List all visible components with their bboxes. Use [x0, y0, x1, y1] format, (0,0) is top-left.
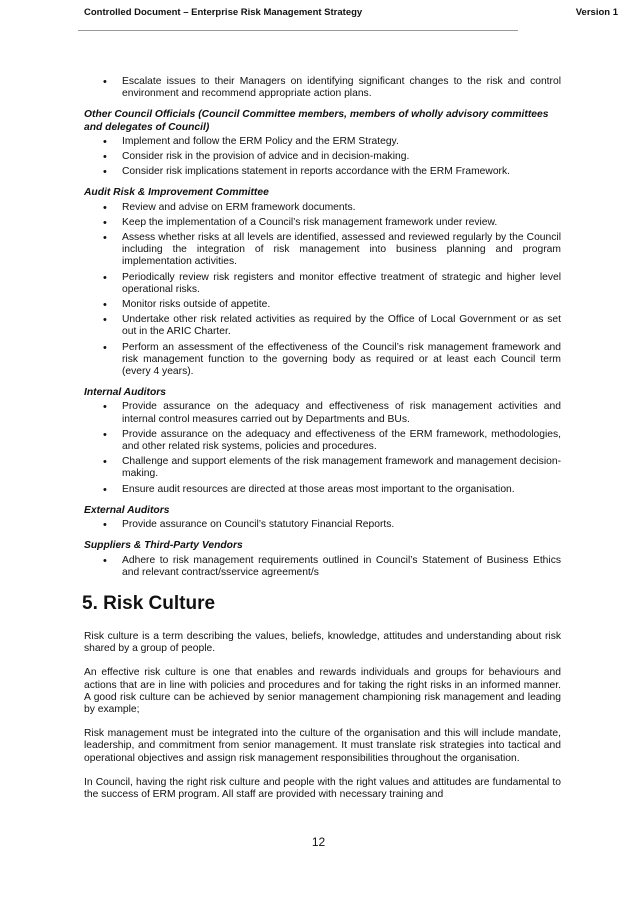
list-item: • Monitor risks outside of appetite. — [84, 299, 561, 311]
document-header — [84, 7, 618, 21]
page-number: 12 — [311, 835, 326, 849]
list-item: • Consider risk in the provision of advice and in decision-making. — [84, 151, 561, 163]
list-item: • Provide assurance on the adequacy and effectiveness of the ERM framework, methodologies, and other related risk systems, policies and procedures. — [84, 429, 561, 453]
intro-bullet-list — [84, 76, 561, 100]
list-item: • Adhere to risk management requirements outlined in Council’s Statement of Business Ethics and relevant contract/sservice agreement/s — [84, 555, 561, 579]
section-title-other-officials: Other Council Officials (Council Committee members, members of wholly advisory committees and delegates of Council) — [84, 109, 549, 133]
risk-culture-paragraph: Risk management must be integrated into the culture of the organisation and this will include mandate, leadership, and commitment from senior management. It must translate risk strategies into tactical and operational objectives and assign risk management responsibilities throughout the organisation. — [84, 728, 561, 764]
section-title-suppliers: Suppliers & Third-Party Vendors — [84, 540, 243, 552]
list-item: • Keep the implementation of a Council’s risk management framework under review. — [84, 217, 561, 229]
list-item: • Consider risk implications statement in reports accordance with the ERM Framework. — [84, 166, 561, 178]
header-divider — [78, 30, 518, 31]
section-title-external-auditors: External Auditors — [84, 504, 170, 516]
risk-culture-paragraph: In Council, having the right risk culture and people with the right values and attitudes are fundamental to the success of ERM program. All staff are provided with necessary training and — [84, 776, 561, 800]
page-body — [84, 76, 561, 813]
list-item: • Ensure audit resources are directed at those areas most important to the organisation. — [84, 484, 561, 496]
section-title-internal-auditors: Internal Auditors — [84, 387, 166, 399]
list-item: • Implement and follow the ERM Policy and the ERM Strategy. — [84, 136, 561, 148]
list-item: • Challenge and support elements of the risk management framework and management decision-making. — [84, 456, 561, 480]
risk-culture-paragraph: An effective risk culture is one that enables and rewards individuals and groups for behaviours and actions that are in line with policies and procedures and for taking the right risks in an informed manner. A good risk culture can be achieved by senior management championing risk management and leading by example; — [84, 667, 561, 715]
risk-culture-paragraph: Risk culture is a term describing the values, beliefs, knowledge, attitudes and understanding about risk shared by a group of people. — [84, 630, 561, 655]
list-item: • Undertake other risk related activities as required by the Office of Local Government or as set out in the ARIC Charter. — [84, 314, 561, 338]
list-item: • Escalate issues to their Managers on identifying significant changes to the risk and control environment and recommend appropriate action plans. — [84, 76, 561, 100]
list-item: • Periodically review risk registers and monitor effective treatment of strategic and higher level operational risks. — [84, 272, 561, 296]
list-item: • Provide assurance on the adequacy and effectiveness of risk management activities and internal control measures carried out by Departments and BUs. — [84, 401, 561, 425]
other-officials-list — [84, 136, 561, 179]
list-item: • Perform an assessment of the effectiveness of the Council’s risk management framework and risk management function to the governing body as required or at least each Council term (every 4 years). — [84, 342, 561, 379]
audit-committee-list — [84, 202, 561, 379]
section-title-audit-committee: Audit Risk & Improvement Committee — [84, 187, 269, 199]
list-item: • Provide assurance on Council’s statutory Financial Reports. — [84, 519, 561, 531]
suppliers-list — [84, 555, 561, 579]
document-title: Controlled Document – Enterprise Risk Management Strategy — [84, 7, 363, 18]
external-auditors-list — [84, 519, 561, 531]
document-version: Version 1 — [575, 7, 618, 18]
list-item: • Assess whether risks at all levels are identified, assessed and reviewed regularly by the Council including the integration of risk management into business planning and program implementation activities. — [84, 232, 561, 269]
risk-culture-heading: 5. Risk Culture — [82, 592, 216, 614]
internal-auditors-list — [84, 401, 561, 495]
list-item: • Review and advise on ERM framework documents. — [84, 202, 561, 214]
